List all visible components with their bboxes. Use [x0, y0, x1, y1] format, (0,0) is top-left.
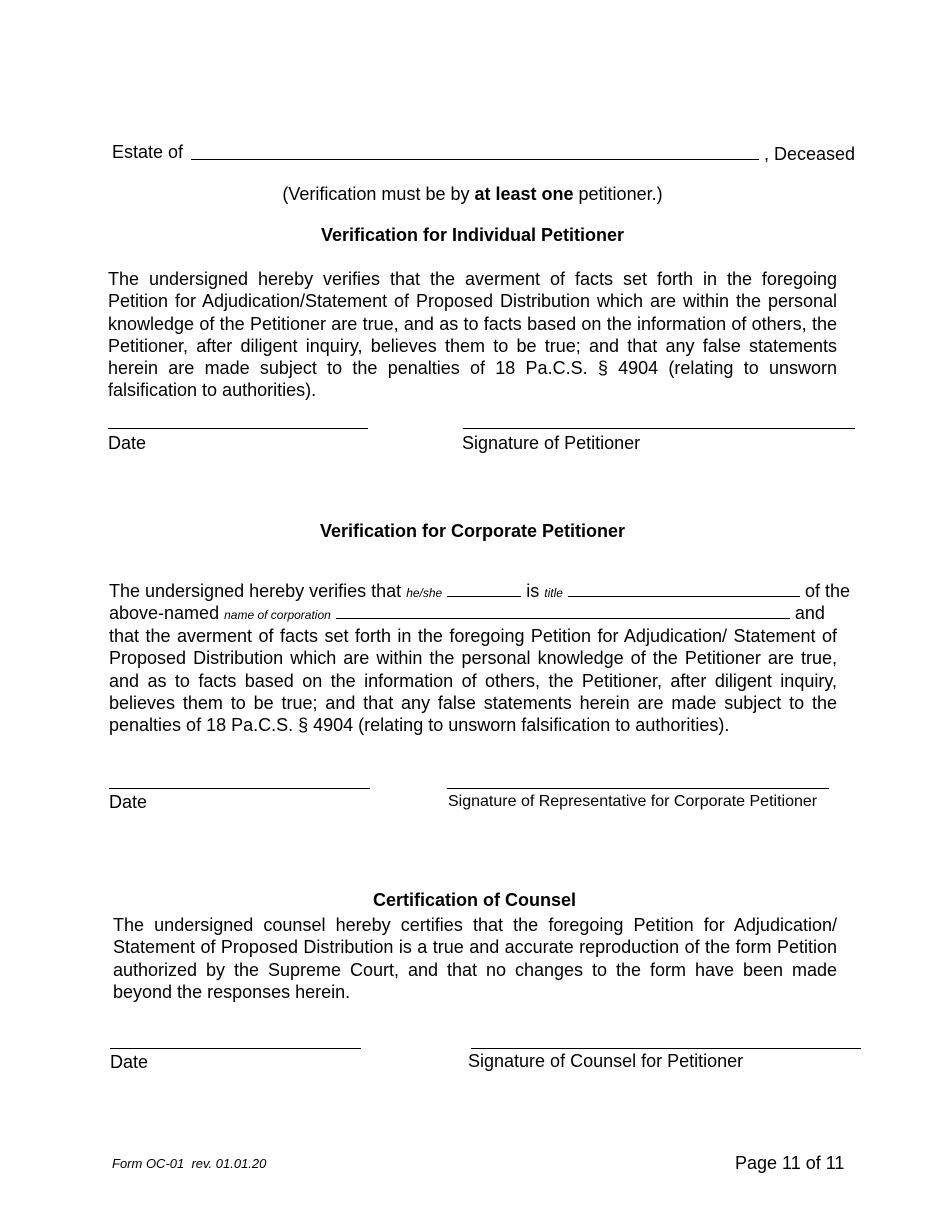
corporate-signature-field[interactable]	[447, 788, 829, 789]
corporate-line1-prefix: The undersigned hereby verifies that	[109, 581, 402, 601]
corporate-line2-prefix: above-named	[109, 603, 220, 623]
individual-signature-field[interactable]	[463, 428, 855, 429]
is-word: is	[526, 581, 540, 601]
hint-title: title	[544, 586, 563, 600]
counsel-date-label: Date	[110, 1052, 149, 1072]
form-id: Form OC-01 rev. 01.01.20	[112, 1156, 267, 1171]
individual-date-field[interactable]	[108, 428, 368, 429]
corporate-heading: Verification for Corporate Petitioner	[319, 521, 626, 541]
counsel-heading: Certification of Counsel	[372, 890, 576, 910]
corporate-body: that the averment of facts set forth in the foregoing Petition for Adjudication/ Statement of Proposed Distribution which are within the personal knowledge of the Petitioner are true, and as to facts based on the information of others, the Petitioner, after diligent inquiry, believes them to be true; and that any false statements herein are made subject to the penalties of 18 Pa.C.S. § 4904 (relating to unsworn falsification to authorities).	[109, 626, 837, 736]
estate-name-field[interactable]	[191, 159, 759, 160]
counsel-signature-label: Signature of Counsel for Petitioner	[468, 1051, 744, 1071]
corporate-date-field[interactable]	[109, 788, 370, 789]
individual-signature-label: Signature of Petitioner	[462, 433, 641, 453]
counsel-signature-field[interactable]	[471, 1048, 861, 1049]
and-word: and	[794, 603, 825, 623]
note-bold: at least one	[474, 184, 574, 204]
hint-heshe: he/she	[406, 586, 443, 600]
individual-heading: Verification for Individual Petitioner	[320, 225, 625, 245]
of-the-word: of the	[805, 581, 851, 601]
verification-note	[0, 184, 945, 205]
corporate-date-label: Date	[109, 792, 148, 812]
corporate-line-1	[109, 581, 851, 602]
note-after: petitioner.)	[573, 184, 663, 204]
estate-suffix: , Deceased	[764, 144, 856, 164]
counsel-body: The undersigned counsel hereby certifies that the foregoing Petition for Adjudication/ Statement of Proposed Distribution is a true and accurate reproduction of the form Petition authorized by the Supreme Court, and that no changes to the form have been made beyond the responses herein.	[113, 915, 837, 1002]
corporate-signature-label: Signature of Representative for Corporate Petitioner	[448, 793, 818, 810]
page-number: Page 11 of 11	[735, 1153, 845, 1173]
estate-prefix: Estate of	[112, 142, 184, 162]
individual-date-label: Date	[108, 433, 147, 453]
title-field[interactable]	[568, 582, 800, 597]
hint-corporation: name of corporation	[224, 608, 331, 622]
counsel-date-field[interactable]	[110, 1048, 361, 1049]
corporate-line-2	[109, 603, 838, 624]
corporation-field[interactable]	[336, 604, 790, 619]
note-before: (Verification must be by	[282, 184, 475, 204]
heshe-field[interactable]	[447, 582, 521, 597]
individual-body: The undersigned hereby verifies that the averment of facts set forth in the foregoing Petition for Adjudication/Statement of Proposed Distribution which are within the personal knowledge of the Petitioner are true, and as to facts based on the information of others, the Petitioner, after diligent inquiry, believes them to be true; and that any false statements herein are made subject to the penalties of 18 Pa.C.S. § 4904 (relating to unsworn falsification to authorities).	[108, 269, 837, 401]
